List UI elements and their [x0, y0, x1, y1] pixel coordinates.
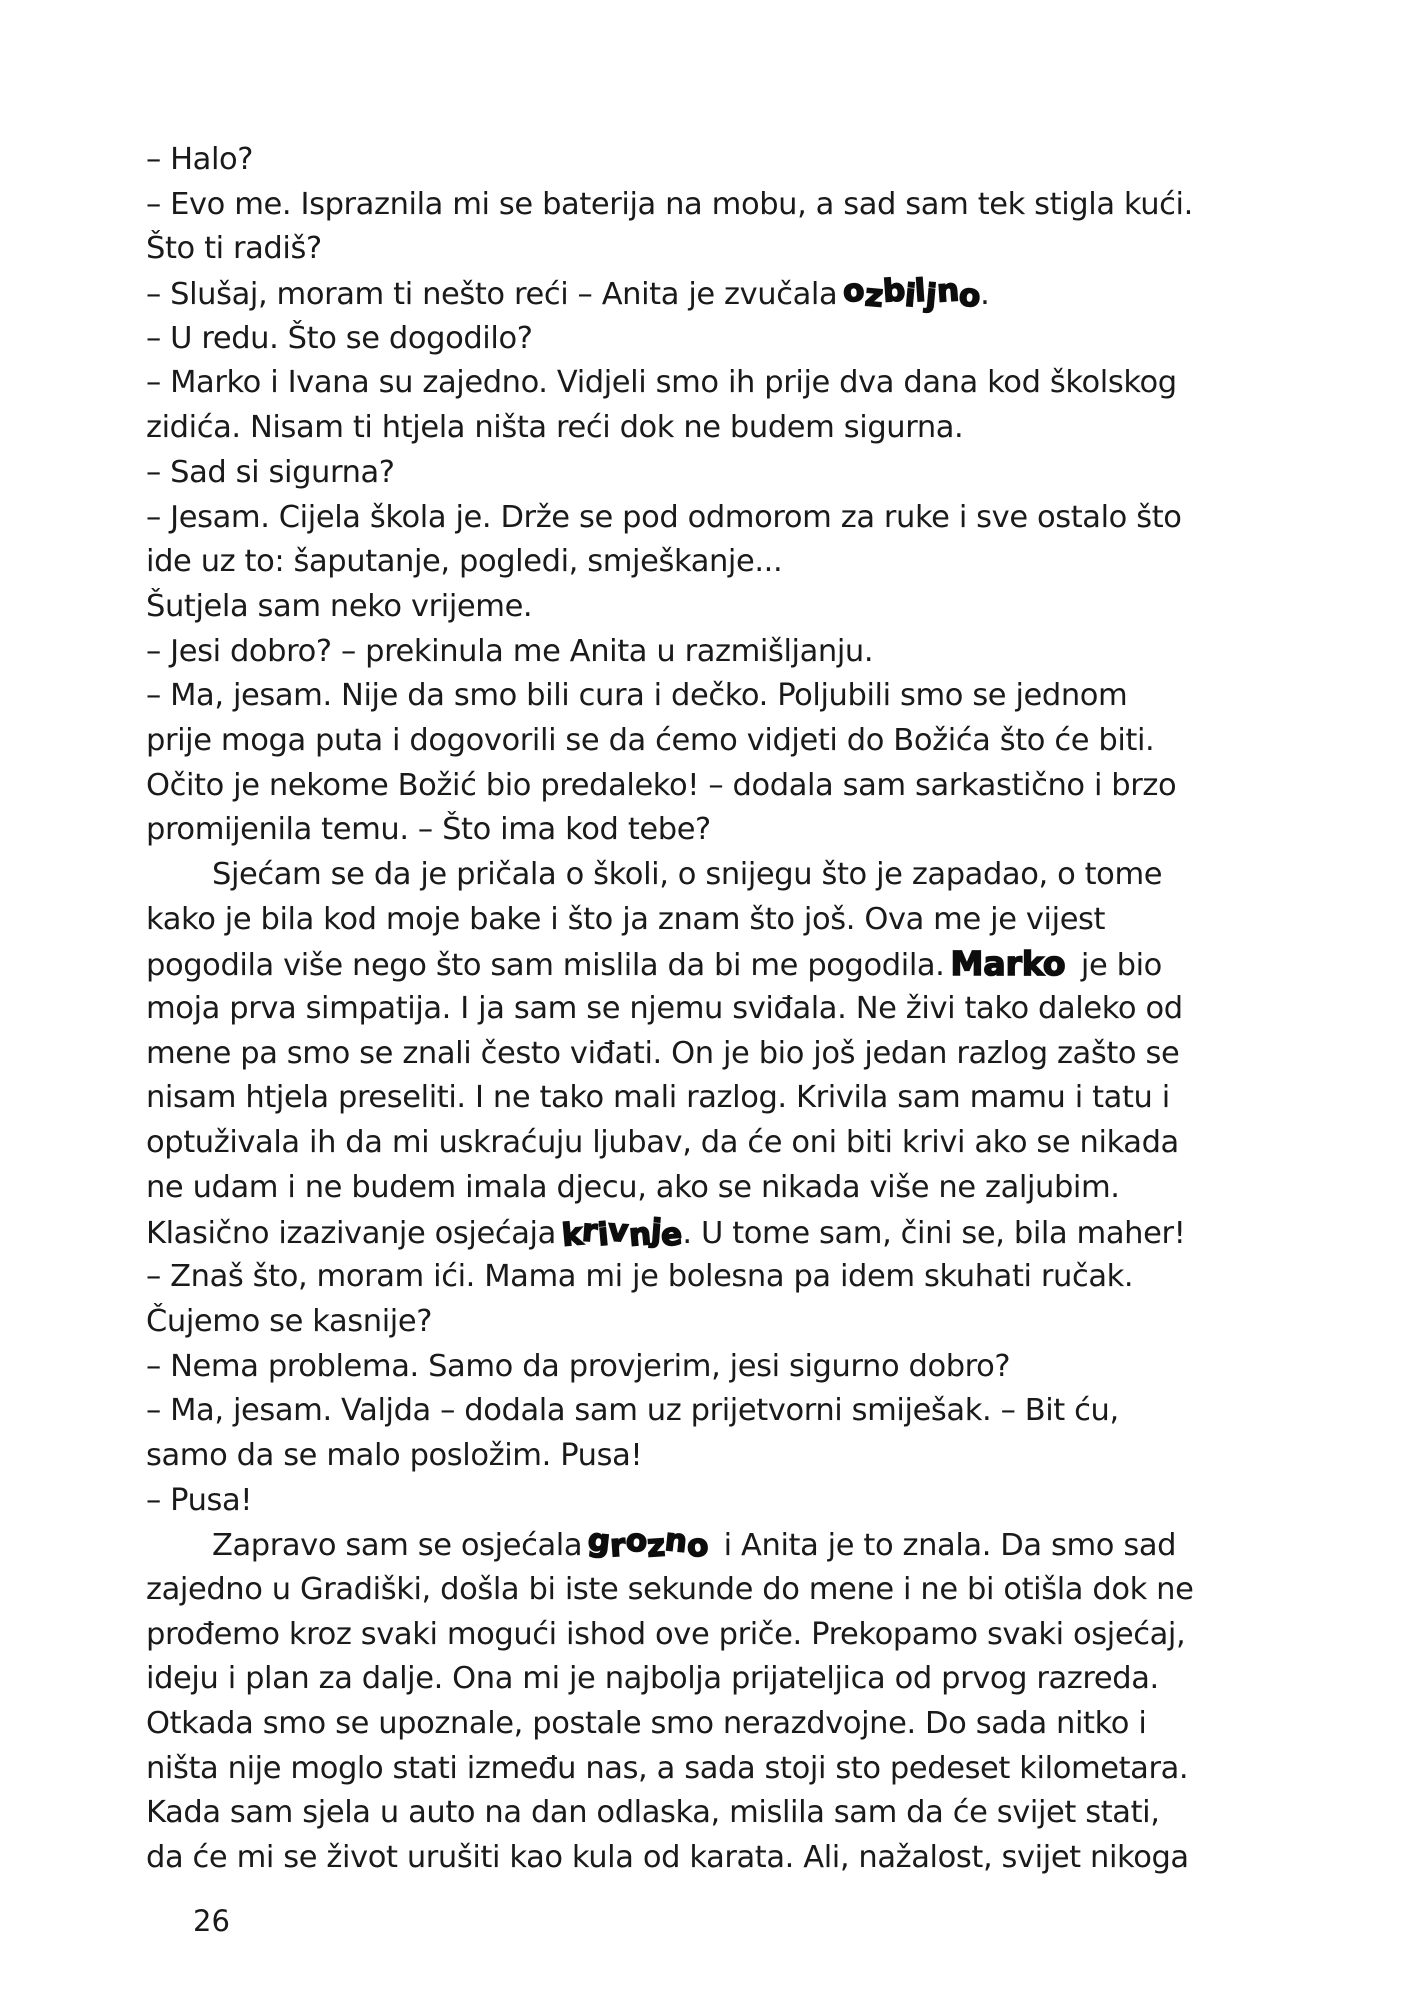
text-line-with-deco	[146, 1523, 1306, 1568]
decorative-word-grozno: grozno	[586, 1522, 710, 1566]
text-line: zidića. Nisam ti htjela ništa reći dok ne budem sigurna.	[146, 410, 964, 446]
text-line: – Znaš što, moram ići. Mama mi je bolesna pa idem skuhati ručak.	[146, 1259, 1134, 1295]
text-line: nisam htjela preseliti. I ne tako mali razlog. Krivila sam mamu i tatu i	[146, 1080, 1170, 1116]
text-line: – Pusa!	[146, 1482, 253, 1518]
text-line: – U redu. Što se dogodilo?	[146, 320, 533, 356]
text-fragment: Zapravo sam se osjećala	[212, 1528, 583, 1564]
text-line: Otkada smo se upoznale, postale smo nerazdvojne. Do sada nitko i	[146, 1706, 1147, 1742]
text-line: ne udam i ne budem imala djecu, ako se nikada više ne zaljubim.	[146, 1169, 1120, 1205]
text-fragment: .	[980, 277, 990, 313]
text-line: – Sad si sigurna?	[146, 454, 395, 490]
text-line: moja prva simpatija. I ja sam se njemu sviđala. Ne živi tako daleko od	[146, 991, 1183, 1027]
page-number: 26	[193, 1904, 230, 1938]
text-fragment: je bio	[1071, 948, 1162, 984]
text-line: Kada sam sjela u auto na dan odlaska, mislila sam da će svijet stati,	[146, 1795, 1160, 1831]
text-line: Čujemo se kasnije?	[146, 1303, 433, 1339]
text-fragment: – Slušaj, moram ti nešto reći – Anita je zvučala	[146, 277, 838, 313]
text-line: – Marko i Ivana su zajedno. Vidjeli smo ih prije dva dana kod školskog	[146, 365, 1177, 401]
text-line: – Jesi dobro? – prekinula me Anita u razmišljanju.	[146, 633, 874, 669]
text-line: da će mi se život urušiti kao kula od karata. Ali, nažalost, svijet nikoga	[146, 1840, 1189, 1876]
text-line-indented: Sjećam se da je pričala o školi, o snijegu što je zapadao, o tome	[212, 857, 1163, 892]
decorative-word-ozbiljno: ozbiljno	[842, 272, 982, 315]
text-line: – Halo?	[146, 142, 254, 177]
text-line: – Ma, jesam. Nije da smo bili cura i dečko. Poljubili smo se jednom	[146, 678, 1128, 714]
text-line: – Evo me. Ispraznila mi se baterija na mobu, a sad sam tek stigla kući.	[146, 186, 1193, 222]
decorative-word-krivnje: krivnje	[560, 1211, 684, 1254]
text-line: optuživala ih da mi uskraćuju ljubav, da će oni biti krivi ako se nikada	[146, 1125, 1179, 1161]
text-line: mene pa smo se znali često viđati. On je bio još jedan razlog zašto se	[146, 1035, 1180, 1071]
text-fragment: i Anita je to znala. Da smo sad	[714, 1528, 1177, 1564]
text-line-with-deco	[146, 942, 1306, 987]
text-line: kako je bila kod moje bake i što ja znam što još. Ova me je vijest	[146, 901, 1106, 937]
text-fragment: pogodila više nego što sam mislila da bi me pogodila.	[146, 948, 945, 984]
text-line: Što ti radiš?	[146, 231, 322, 267]
text-line-with-deco	[146, 1211, 1306, 1256]
page-body	[146, 138, 1306, 1881]
text-line: prođemo kroz svaki mogući ishod ove priče. Prekopamo svaki osjećaj,	[146, 1616, 1186, 1652]
text-line: – Ma, jesam. Valjda – dodala sam uz prijetvorni smiješak. – Bit ću,	[146, 1393, 1119, 1429]
decorative-word-marko: Marko	[950, 944, 1066, 984]
text-line: ništa nije moglo stati između nas, a sada stoji sto pedeset kilometara.	[146, 1750, 1189, 1786]
text-line-with-deco	[146, 272, 1306, 317]
text-line: – Jesam. Cijela škola je. Drže se pod odmorom za ruke i sve ostalo što	[146, 499, 1182, 535]
text-line: ideju i plan za dalje. Ona mi je najbolja prijateljica od prvog razreda.	[146, 1661, 1159, 1697]
text-line: Očito je nekome Božić bio predaleko! – dodala sam sarkastično i brzo	[146, 767, 1177, 803]
text-line: – Nema problema. Samo da provjerim, jesi sigurno dobro?	[146, 1348, 1011, 1384]
text-line: Šutjela sam neko vrijeme.	[146, 588, 533, 624]
text-line: zajedno u Gradiški, došla bi iste sekunde do mene i ne bi otišla dok ne	[146, 1572, 1194, 1607]
text-fragment: . U tome sam, čini se, bila maher!	[682, 1215, 1186, 1251]
text-line: samo da se malo posložim. Pusa!	[146, 1437, 643, 1473]
text-fragment: Klasično izazivanje osjećaja	[146, 1215, 556, 1251]
text-line: promijenila temu. – Što ima kod tebe?	[146, 812, 711, 848]
text-line: ide uz to: šaputanje, pogledi, smješkanje...	[146, 544, 783, 580]
text-line: prije moga puta i dogovorili se da ćemo vidjeti do Božića što će biti.	[146, 722, 1155, 758]
